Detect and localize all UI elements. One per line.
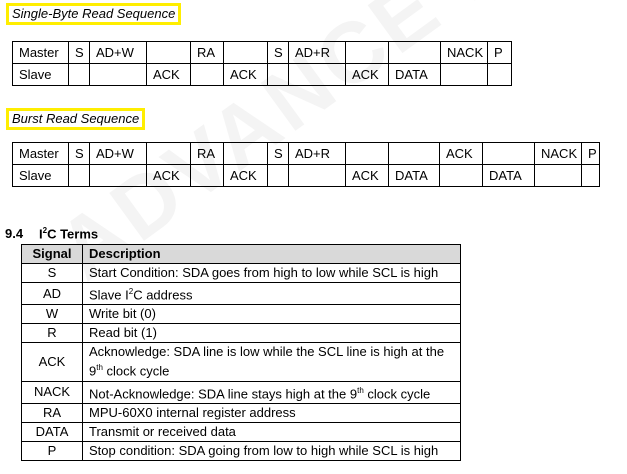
seq-cell xyxy=(289,165,346,187)
seq-cell xyxy=(346,42,389,64)
seq-cell xyxy=(90,165,147,187)
description-text: Slave I xyxy=(89,287,129,303)
seq-cell: DATA xyxy=(389,64,441,86)
seq-cell: NACK xyxy=(441,42,488,64)
signal-cell: NACK xyxy=(22,381,83,403)
seq-cell: Master xyxy=(13,42,69,64)
seq-cell: ACK xyxy=(440,143,483,165)
seq-cell: Slave xyxy=(13,165,69,187)
table-row xyxy=(22,324,461,343)
seq-cell: P xyxy=(582,143,600,165)
seq-cell: ACK xyxy=(224,165,268,187)
seq-cell: DATA xyxy=(389,165,440,187)
section-number: 9.4 xyxy=(5,226,24,242)
seq-cell: ACK xyxy=(346,64,389,86)
seq-cell: ACK xyxy=(147,165,191,187)
seq-cell: ACK xyxy=(224,64,268,86)
seq-cell: RA xyxy=(191,42,224,64)
seq-cell xyxy=(224,42,268,64)
description-text: Read bit (1) xyxy=(89,325,157,341)
description-text-post: clock cycle xyxy=(102,363,170,379)
seq-cell xyxy=(440,165,483,187)
seq-cell xyxy=(488,64,512,86)
table-row xyxy=(22,264,461,283)
seq-cell xyxy=(346,143,389,165)
table-row xyxy=(22,381,461,403)
seq-cell: ACK xyxy=(346,165,389,187)
description-superscript: th xyxy=(357,385,364,395)
signal-cell: RA xyxy=(22,403,83,422)
description-column-header: Description xyxy=(83,245,461,264)
section-heading xyxy=(5,226,98,241)
description-text: MPU-60X0 internal register address xyxy=(89,404,296,420)
seq-cell xyxy=(535,165,582,187)
description-text: Acknowledge: SDA line is low while the SCL line is high at the 9 xyxy=(89,344,445,379)
seq-cell: NACK xyxy=(535,143,582,165)
single-byte-read-title: Single-Byte Read Sequence xyxy=(6,3,181,25)
seq-cell: S xyxy=(268,143,289,165)
seq-cell: AD+W xyxy=(90,143,147,165)
seq-cell xyxy=(69,64,90,86)
signal-cell: P xyxy=(22,441,83,460)
slave-row xyxy=(13,165,600,187)
description-text: Not-Acknowledge: SDA line stays high at the 9 xyxy=(89,385,358,401)
seq-cell xyxy=(147,143,191,165)
description-superscript: th xyxy=(96,363,103,373)
section-title-post: C Terms xyxy=(47,226,99,242)
description-text: Write bit (0) xyxy=(89,306,156,322)
seq-cell xyxy=(268,64,289,86)
seq-cell xyxy=(289,64,346,86)
seq-cell xyxy=(224,143,268,165)
description-cell xyxy=(83,381,461,403)
i2c-terms-table xyxy=(21,244,461,461)
burst-read-title: Burst Read Sequence xyxy=(6,108,145,130)
description-text: Transmit or received data xyxy=(89,423,236,439)
seq-cell xyxy=(483,143,535,165)
description-text: Stop condition: SDA going from low to high while SCL is high xyxy=(89,442,439,458)
seq-cell xyxy=(582,165,600,187)
signal-cell: AD xyxy=(22,283,83,305)
table-row xyxy=(22,441,461,460)
table-row xyxy=(22,283,461,305)
seq-cell: S xyxy=(268,42,289,64)
master-row xyxy=(13,42,512,64)
description-cell xyxy=(83,441,461,460)
description-superscript: 2 xyxy=(128,287,134,296)
terms-header-row xyxy=(22,245,461,264)
seq-cell: RA xyxy=(191,143,224,165)
seq-cell xyxy=(441,64,488,86)
seq-cell: DATA xyxy=(483,165,535,187)
terms-body xyxy=(22,264,461,461)
seq-cell xyxy=(147,42,191,64)
seq-cell: AD+R xyxy=(289,42,346,64)
seq-cell: S xyxy=(69,42,90,64)
signal-cell: W xyxy=(22,305,83,324)
description-cell xyxy=(83,283,461,305)
section-title-sup: 2 xyxy=(42,226,48,235)
description-cell xyxy=(83,305,461,324)
description-cell xyxy=(83,403,461,422)
section-title-pre: I xyxy=(39,226,43,242)
seq-cell xyxy=(389,143,440,165)
signal-cell: R xyxy=(22,324,83,343)
burst-read-table xyxy=(12,142,600,187)
table-row xyxy=(22,343,461,381)
seq-cell xyxy=(191,165,224,187)
description-cell xyxy=(83,264,461,283)
description-cell xyxy=(83,324,461,343)
seq-cell: AD+R xyxy=(289,143,346,165)
table-row xyxy=(22,403,461,422)
master-row xyxy=(13,143,600,165)
slave-row xyxy=(13,64,512,86)
seq-cell xyxy=(191,64,224,86)
seq-cell xyxy=(69,165,90,187)
seq-cell xyxy=(389,42,441,64)
table-row xyxy=(22,305,461,324)
description-text: Start Condition: SDA goes from high to low while SCL is high xyxy=(89,265,439,280)
seq-cell: Master xyxy=(13,143,69,165)
description-cell xyxy=(83,343,461,381)
table-row xyxy=(22,422,461,441)
seq-cell: S xyxy=(69,143,90,165)
description-text-post: C address xyxy=(133,287,193,303)
seq-cell: ACK xyxy=(147,64,191,86)
seq-cell xyxy=(90,64,147,86)
seq-cell: AD+W xyxy=(90,42,147,64)
signal-column-header: Signal xyxy=(22,245,83,264)
description-cell xyxy=(83,422,461,441)
signal-cell: DATA xyxy=(22,422,83,441)
signal-cell: ACK xyxy=(22,343,83,381)
seq-cell: Slave xyxy=(13,64,69,86)
description-text-post: clock cycle xyxy=(363,385,431,401)
seq-cell xyxy=(268,165,289,187)
seq-cell: P xyxy=(488,42,512,64)
signal-cell: S xyxy=(22,264,83,283)
single-byte-read-table xyxy=(12,41,512,86)
